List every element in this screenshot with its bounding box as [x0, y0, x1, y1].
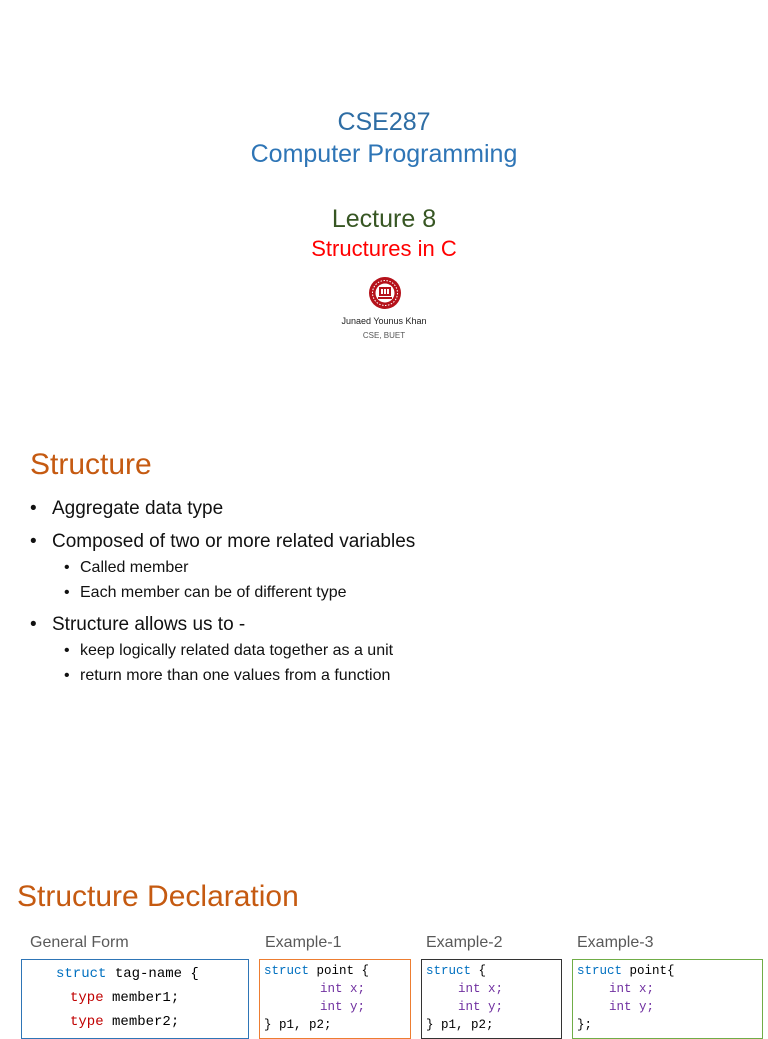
code-line: int x;	[320, 982, 366, 996]
lecture-topic: Structures in C	[311, 236, 457, 261]
bullet-text: Aggregate data type	[52, 498, 224, 519]
code-keyword: struct	[426, 964, 472, 978]
bullet-icon: •	[64, 667, 70, 684]
sub-bullet-text: Called member	[80, 559, 189, 576]
structure-slide	[0, 430, 768, 830]
sub-bullet-list	[64, 638, 730, 688]
sub-bullet-list	[64, 555, 730, 605]
code-line: int y;	[458, 1000, 504, 1014]
example-2-code	[421, 959, 562, 1039]
declaration-slide	[0, 868, 768, 1032]
general-form-label: General Form	[30, 934, 129, 951]
list-item	[30, 529, 730, 605]
course-code: CSE287	[337, 108, 431, 136]
bullet-icon: •	[30, 498, 37, 519]
list-item	[64, 663, 730, 688]
bullet-icon: •	[30, 614, 37, 635]
code-text: tag-name {	[106, 966, 199, 982]
slide-title: Structure Declaration	[17, 880, 299, 913]
code-keyword: struct	[56, 966, 107, 982]
code-keyword: struct	[264, 964, 310, 978]
sub-bullet-text: return more than one values from a function	[80, 667, 391, 684]
department: CSE, BUET	[362, 331, 406, 340]
bullet-icon: •	[64, 642, 70, 659]
bullet-text: Composed of two or more related variables	[52, 531, 416, 552]
code-line: int x;	[609, 982, 655, 996]
lecture-number: Lecture 8	[331, 205, 437, 233]
code-line: int y;	[609, 1000, 655, 1014]
list-item	[30, 612, 730, 688]
bullet-icon: •	[64, 559, 70, 576]
code-type: type	[70, 990, 104, 1006]
example-3-label: Example-3	[577, 934, 654, 951]
code-text: point {	[309, 964, 370, 978]
code-line: } p1, p2;	[426, 1018, 494, 1032]
example-2-label: Example-2	[426, 934, 503, 951]
code-line: int y;	[320, 1000, 366, 1014]
list-item	[30, 496, 730, 522]
sub-bullet-text: Each member can be of different type	[80, 584, 347, 601]
buet-logo-icon	[368, 276, 402, 310]
code-line: } p1, p2;	[264, 1018, 332, 1032]
code-text: point{	[622, 964, 675, 978]
code-line: };	[577, 1018, 593, 1032]
bullet-text: Structure allows us to -	[52, 614, 246, 635]
code-line: int x;	[458, 982, 504, 996]
code-text: member1;	[103, 990, 180, 1006]
title-slide	[0, 0, 768, 420]
bullet-icon: •	[30, 531, 37, 552]
code-type: type	[70, 1014, 104, 1030]
bullet-list	[30, 496, 730, 695]
sub-bullet-text: keep logically related data together as a unit	[80, 642, 394, 659]
example-1-label: Example-1	[265, 934, 342, 951]
bullet-icon: •	[64, 584, 70, 601]
slide-title: Structure	[30, 448, 152, 481]
code-keyword: struct	[577, 964, 623, 978]
course-name: Computer Programming	[250, 140, 518, 168]
general-form-code	[21, 959, 249, 1039]
code-text: member2;	[103, 1014, 180, 1030]
list-item	[64, 555, 730, 580]
example-1-code	[259, 959, 411, 1039]
list-item	[64, 638, 730, 663]
list-item	[64, 580, 730, 605]
author-name: Junaed Younus Khan	[341, 316, 427, 326]
code-text: {	[471, 964, 487, 978]
example-3-code	[572, 959, 763, 1039]
